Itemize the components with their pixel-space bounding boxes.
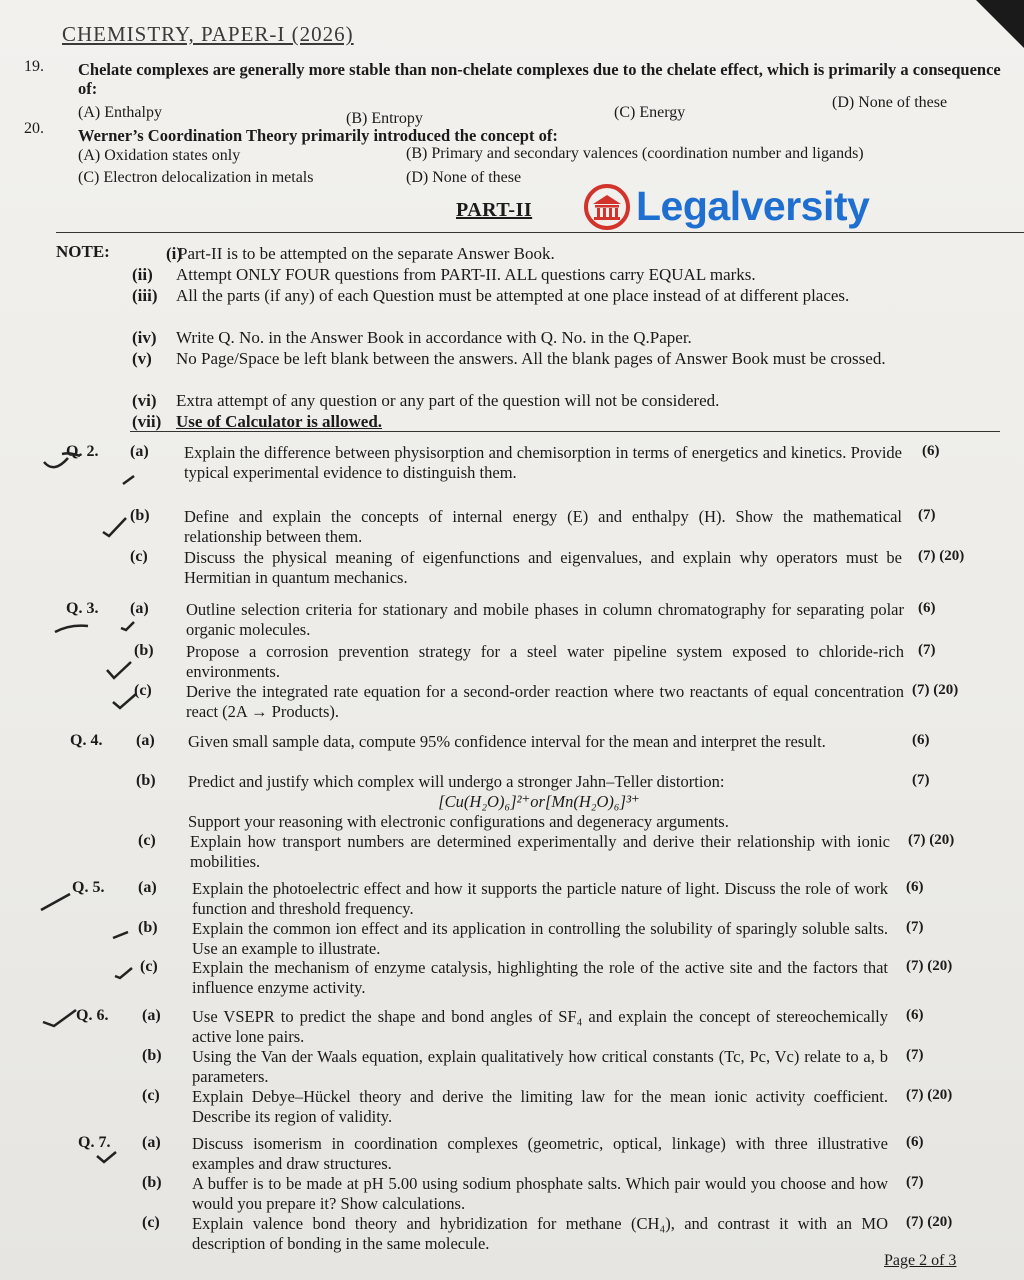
mcq-option: (B) Entropy	[346, 110, 423, 127]
part-label: (c)	[142, 1087, 160, 1104]
question-number: Q. 4.	[70, 732, 103, 749]
part-label: (b)	[142, 1174, 162, 1191]
part-marks: (6)	[906, 879, 924, 895]
part-text	[188, 772, 890, 832]
handwritten-tick-icon	[40, 1006, 80, 1030]
part-label: (b)	[142, 1047, 162, 1064]
part-text: Given small sample data, compute 95% confidence interval for the mean and interpret the result.	[188, 732, 826, 751]
note-item-number: (v)	[132, 349, 152, 368]
part-marks: (6)	[906, 1007, 924, 1023]
note-item-text: Part-II is to be attempted on the separate Answer Book.	[178, 244, 555, 263]
note-item-text: All the parts (if any) of each Question must be attempted at one place instead of at different places.	[176, 286, 850, 305]
handwritten-tick-icon	[38, 890, 74, 916]
note-item-text: Use of Calculator is allowed.	[176, 412, 383, 431]
part-ii-heading: PART-II	[456, 199, 533, 221]
part-text: Propose a corrosion prevention strategy for a steel water pipeline system exposed to chloride-rich environments.	[186, 642, 904, 681]
paper-title: CHEMISTRY, PAPER-I (2026)	[62, 22, 354, 46]
part-marks: (7)	[906, 1174, 924, 1190]
note-item-number: (iii)	[132, 286, 158, 305]
part-marks: (7)	[918, 642, 936, 658]
handwritten-tick-icon	[112, 964, 136, 982]
handwritten-tick-icon	[104, 658, 134, 682]
question-number: Q. 2.	[66, 443, 99, 460]
page-corner-shadow	[976, 0, 1024, 48]
handwritten-tick-icon	[118, 618, 138, 634]
handwritten-tick-icon	[40, 448, 90, 478]
part-marks: (7) (20)	[908, 832, 955, 848]
part-label: (c)	[138, 832, 156, 849]
part-text-line: Predict and justify which complex will undergo a stronger Jahn–Teller distortion:	[188, 772, 725, 791]
note-item-text: Write Q. No. in the Answer Book in accordance with Q. No. in the Q.Paper.	[176, 328, 692, 347]
part-text: Use VSEPR to predict the shape and bond angles of SF₄ and explain the concept of stereochemically active lone pairs.	[192, 1007, 888, 1046]
part-marks: (7) (20)	[906, 1087, 953, 1103]
part-text: A buffer is to be made at pH 5.00 using sodium phosphate salts. Which pair would you choose and how would you prepare it? Show calculations.	[192, 1174, 888, 1213]
mcq-option: (A) Enthalpy	[78, 104, 162, 121]
part-marks: (7)	[906, 919, 924, 935]
handwritten-tick-icon	[120, 472, 140, 488]
part-marks: (7) (20)	[912, 682, 959, 698]
part-text: Explain the photoelectric effect and how it supports the particle nature of light. Discuss the role of work function and threshold frequency.	[192, 879, 888, 918]
part-label: (b)	[130, 507, 150, 524]
part-marks: (7)	[906, 1047, 924, 1063]
question-number: Q. 7.	[78, 1134, 111, 1151]
part-label: (a)	[130, 443, 149, 460]
part-text: Discuss the physical meaning of eigenfunctions and eigenvalues, and explain why operators must be Hermitian in quantum mechanics.	[184, 548, 902, 587]
mcq-option: (A) Oxidation states only	[78, 147, 241, 164]
note-item-text: Extra attempt of any question or any part of the question will not be considered.	[176, 391, 720, 410]
question-number: Q. 3.	[66, 600, 99, 617]
part-label: (c)	[142, 1214, 160, 1231]
page-number: Page 2 of 3	[884, 1252, 957, 1269]
part-marks: (6)	[906, 1134, 924, 1150]
part-text: Discuss isomerism in coordination complexes (geometric, optical, linkage) with three illustrative examples and draw structures.	[192, 1134, 888, 1173]
note-item-number: (ii)	[132, 265, 153, 284]
brand-watermark	[584, 183, 869, 230]
question-number: Q. 5.	[72, 879, 105, 896]
part-text-line: Support your reasoning with electronic configurations and degeneracy arguments.	[188, 812, 729, 831]
building-logo-icon	[584, 184, 630, 230]
handwritten-tick-icon	[110, 690, 140, 714]
mcq-option: (C) Energy	[614, 104, 686, 121]
question-number: Q. 6.	[76, 1007, 109, 1024]
part-marks: (7) (20)	[906, 1214, 953, 1230]
part-text: Outline selection criteria for stationary and mobile phases in column chromatography for separating polar organic molecules.	[186, 600, 904, 639]
part-text: Explain the mechanism of enzyme catalysis, highlighting the role of the active site and the factors that influence enzyme activity.	[192, 958, 888, 997]
part-text: Using the Van der Waals equation, explain qualitatively how critical constants (Tc, Pc, Vc) relate to a, b parameters.	[192, 1047, 888, 1086]
part-label: (a)	[130, 600, 149, 617]
part-label: (a)	[142, 1134, 161, 1151]
part-marks: (7)	[918, 507, 936, 523]
part-text: Explain Debye–Hückel theory and derive the limiting law for the mean ionic activity coefficient. Describe its region of validity.	[192, 1087, 888, 1126]
handwritten-tick-icon	[52, 618, 92, 638]
part-text: Explain how transport numbers are determined experimentally and derive their relationship with ionic mobilities.	[190, 832, 890, 871]
mcq-question: Chelate complexes are generally more stable than non-chelate complexes due to the chelate effect, which is primarily a consequence of:	[78, 60, 1001, 98]
part-marks: (6)	[922, 443, 940, 459]
part-marks: (7)	[912, 772, 930, 788]
note-item-text: No Page/Space be left blank between the answers. All the blank pages of Answer Book must be crossed.	[176, 349, 886, 368]
part-marks: (6)	[912, 732, 930, 748]
mcq-option: (D) None of these	[406, 169, 522, 186]
part-label: (c)	[134, 682, 152, 699]
jahn-teller-formula: [Cu(H₂O)₆]²⁺or[Mn(H₂O)₆]³⁺	[438, 792, 640, 811]
part-label: (a)	[142, 1007, 161, 1024]
mcq-number: 19.	[24, 58, 44, 75]
handwritten-tick-icon	[110, 928, 132, 944]
part-marks: (7) (20)	[918, 548, 965, 564]
part-label: (b)	[136, 772, 156, 789]
part-label: (b)	[134, 642, 154, 659]
part-label: (b)	[138, 919, 158, 936]
part-text: Derive the integrated rate equation for a second-order reaction where two reactants of equal concentration react (2A → Products).	[186, 682, 904, 721]
part-label: (c)	[130, 548, 148, 565]
part-label: (c)	[140, 958, 158, 975]
part-text: Define and explain the concepts of internal energy (E) and enthalpy (H). Show the mathematical relationship between them.	[184, 507, 902, 546]
note-item-text: Attempt ONLY FOUR questions from PART-II. ALL questions carry EQUAL marks.	[176, 265, 756, 284]
note-item-number: (i)	[166, 244, 183, 263]
mcq-number: 20.	[24, 120, 44, 137]
mcq-question: Werner’s Coordination Theory primarily introduced the concept of:	[78, 126, 558, 145]
part-marks: (6)	[918, 600, 936, 616]
note-item-number: (vii)	[132, 412, 162, 431]
note-item-number: (iv)	[132, 328, 157, 347]
note-item-number: (vi)	[132, 391, 157, 410]
part-label: (a)	[138, 879, 157, 896]
divider-line	[56, 232, 1024, 233]
part-text: Explain the common ion effect and its application in controlling the solubility of sparingly soluble salts. Use an example to illustrate.	[192, 919, 888, 958]
part-text: Explain valence bond theory and hybridization for methane (CH₄), and contrast it with an MO description of bonding in the same molecule.	[192, 1214, 888, 1253]
handwritten-tick-icon	[100, 514, 130, 540]
mcq-option: (B) Primary and secondary valences (coordination number and ligands)	[406, 145, 864, 162]
mcq-option: (C) Electron delocalization in metals	[78, 169, 314, 186]
brand-name: Legalversity	[636, 183, 870, 229]
part-marks: (7) (20)	[906, 958, 953, 974]
handwritten-tick-icon	[94, 1146, 120, 1168]
divider-line	[130, 431, 1000, 432]
part-label: (a)	[136, 732, 155, 749]
part-text: Explain the difference between physisorption and chemisorption in terms of energetics and kinetics. Provide typical experimental evidence to distinguish them.	[184, 443, 902, 482]
mcq-option: (D) None of these	[832, 94, 948, 111]
note-label: NOTE:	[56, 242, 110, 261]
